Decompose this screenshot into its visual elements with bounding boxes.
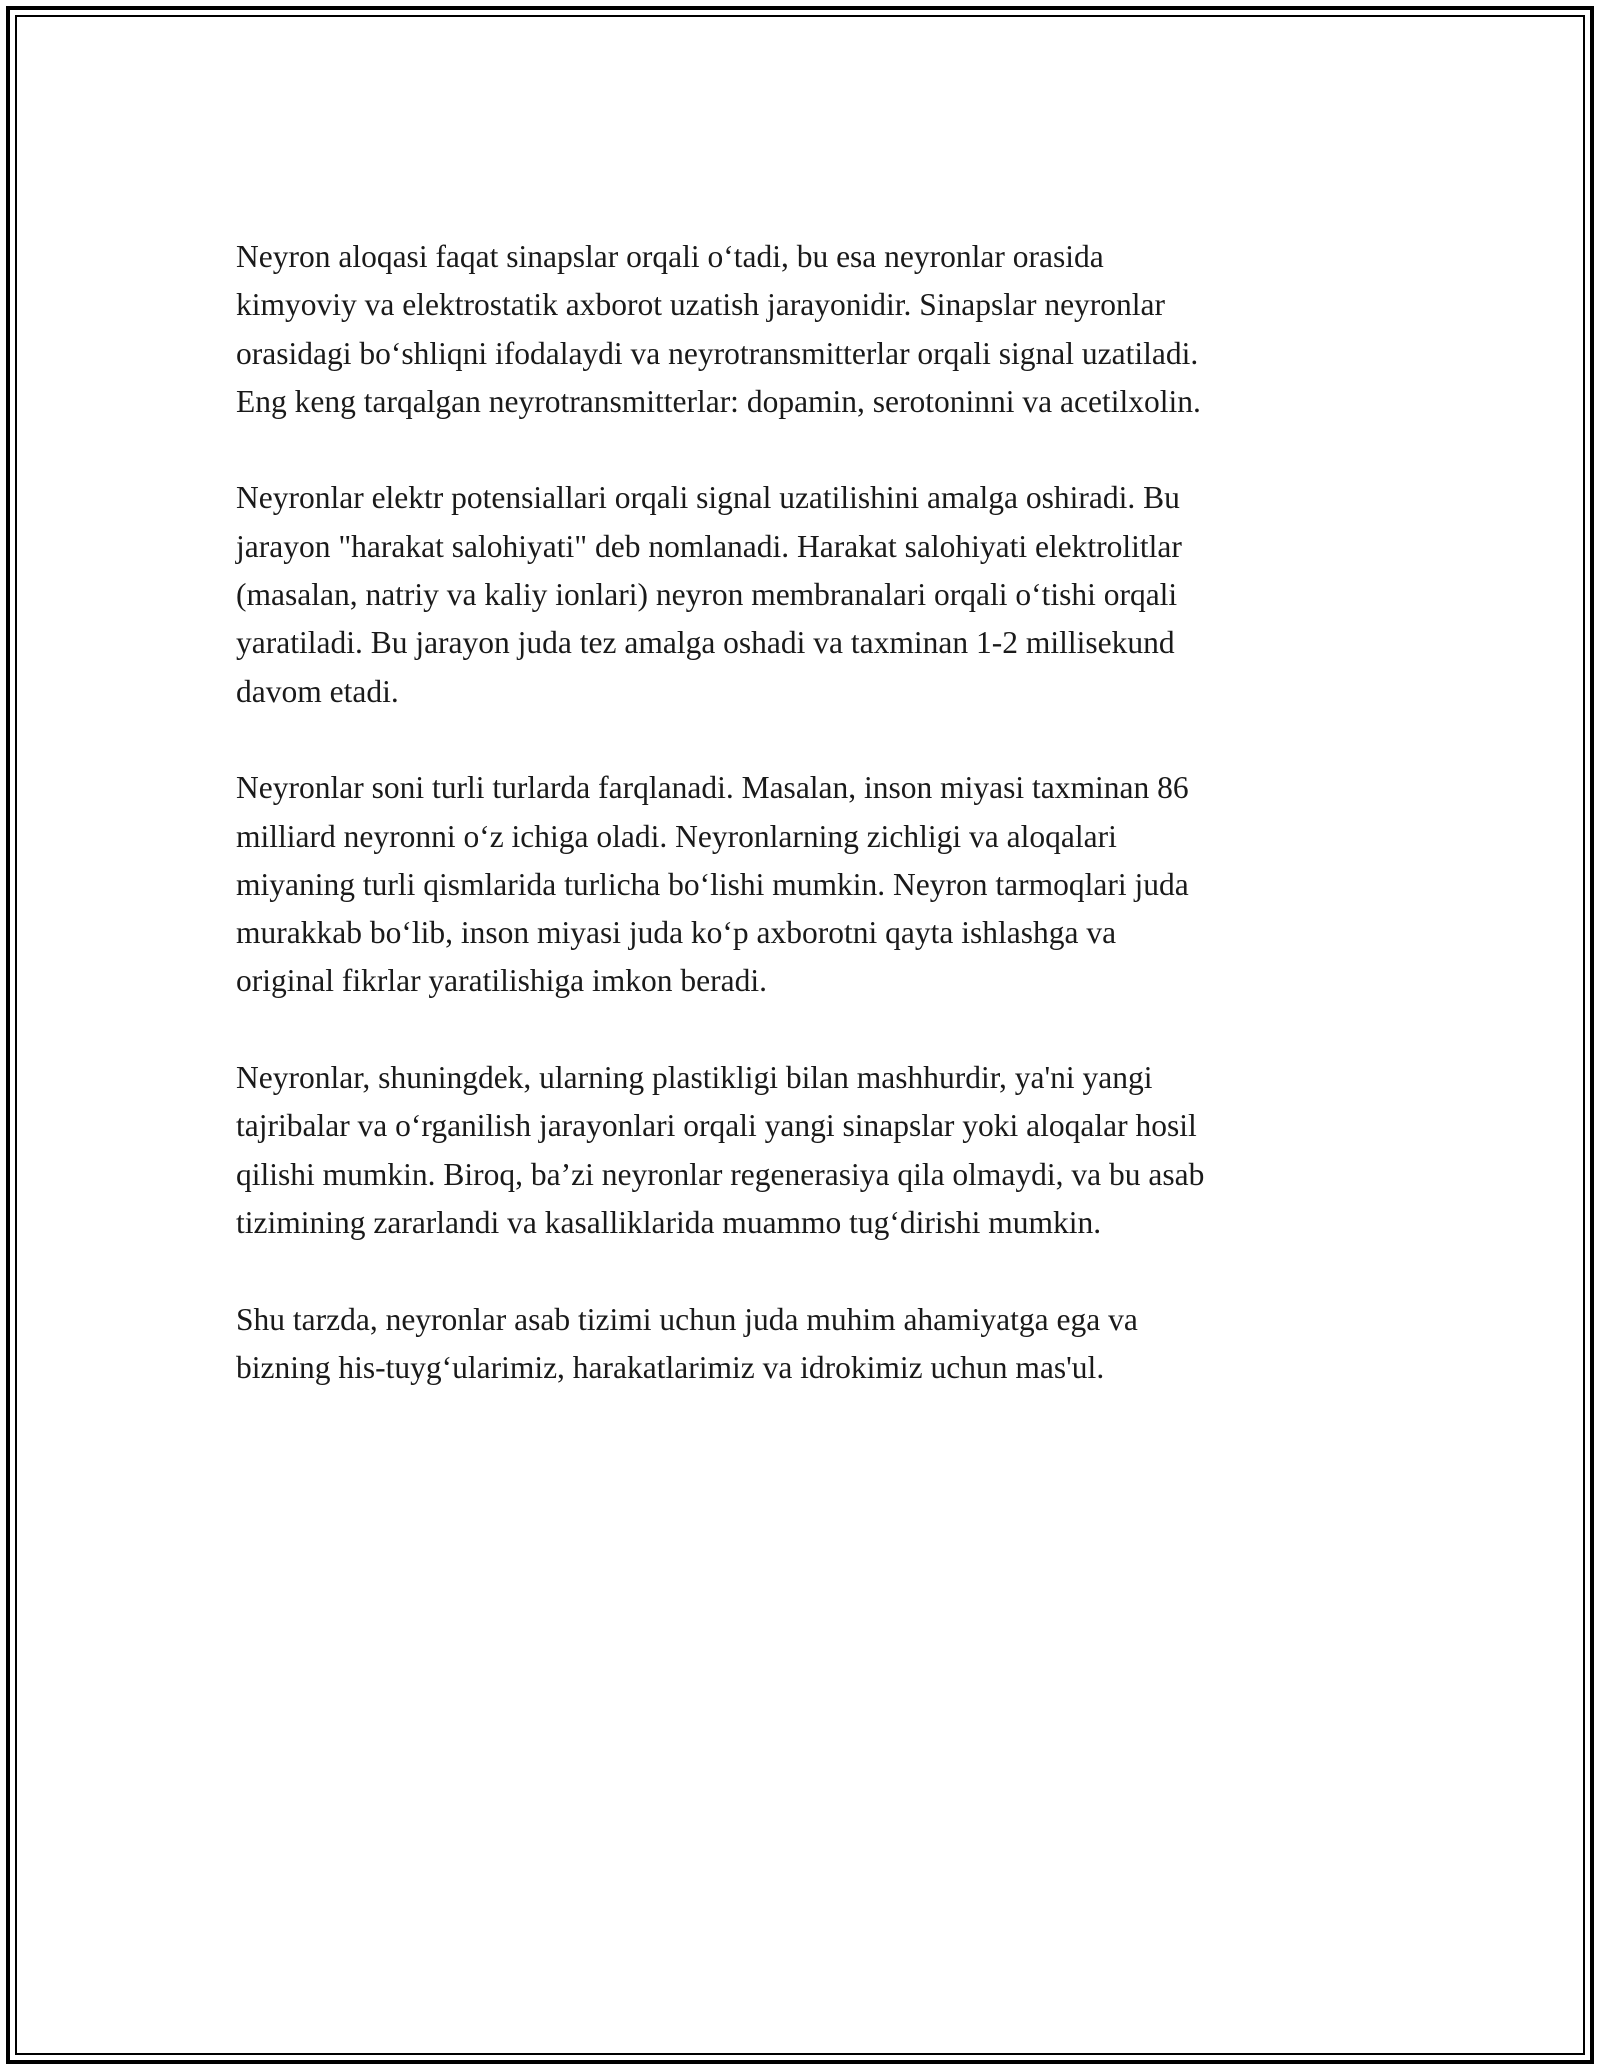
text-line: yaratiladi. Bu jarayon juda tez amalga oshadi va taxminan 1-2 millisekund xyxy=(236,625,1175,661)
text-line: milliard neyronni o‘z ichiga oladi. Neyronlarning zichligi va aloqalari xyxy=(236,818,1117,854)
paragraph-synapses xyxy=(236,233,1386,426)
document-body xyxy=(236,233,1386,1440)
text-line: tizimining zararlandi va kasalliklarida muammo tug‘dirishi mumkin. xyxy=(236,1204,1102,1240)
text-line: Neyronlar, shuningdek, ularning plastikligi bilan mashhurdir, ya'ni yangi xyxy=(236,1060,1153,1096)
paragraph-action-potential xyxy=(236,474,1386,715)
paragraph-conclusion xyxy=(236,1296,1386,1393)
text-line: bizning his-tuyg‘ularimiz, harakatlarimiz va idrokimiz uchun mas'ul. xyxy=(236,1349,1105,1385)
text-line: Neyronlar soni turli turlarda farqlanadi. Masalan, inson miyasi taxminan 86 xyxy=(236,770,1189,806)
text-line: (masalan, natriy va kaliy ionlari) neyron membranalari orqali o‘tishi orqali xyxy=(236,577,1178,613)
text-line: Neyron aloqasi faqat sinapslar orqali o‘tadi, bu esa neyronlar orasida xyxy=(236,239,1104,274)
text-line: qilishi mumkin. Biroq, ba’zi neyronlar regenerasiya qila olmaydi, va bu asab xyxy=(236,1156,1205,1192)
text-line: Shu tarzda, neyronlar asab tizimi uchun juda muhim ahamiyatga ega va xyxy=(236,1301,1138,1337)
text-line: Eng keng tarqalgan neyrotransmitterlar: dopamin, serotoninni va acetilxolin. xyxy=(236,383,1201,419)
text-line: orasidagi bo‘shliqni ifodalaydi va neyrotransmitterlar orqali signal uzatiladi. xyxy=(236,335,1199,371)
text-line: jarayon "harakat salohiyati" deb nomlanadi. Harakat salohiyati elektrolitlar xyxy=(236,528,1182,564)
text-line: davom etadi. xyxy=(236,673,399,709)
text-line: kimyoviy va elektrostatik axborot uzatish jarayonidir. Sinapslar neyronlar xyxy=(236,287,1166,323)
text-line: original fikrlar yaratilishiga imkon beradi. xyxy=(236,963,767,999)
paragraph-plasticity xyxy=(236,1054,1386,1247)
text-line: Neyronlar elektr potensiallari orqali signal uzatilishini amalga oshiradi. Bu xyxy=(236,480,1180,516)
paragraph-neuron-count xyxy=(236,764,1386,1005)
text-line: murakkab bo‘lib, inson miyasi juda ko‘p axborotni qayta ishlashga va xyxy=(236,915,1117,951)
text-line: tajribalar va o‘rganilish jarayonlari orqali yangi sinapslar yoki aloqalar hosil xyxy=(236,1108,1197,1144)
text-line: miyaning turli qismlarida turlicha bo‘lishi mumkin. Neyron tarmoqlari juda xyxy=(236,866,1189,902)
